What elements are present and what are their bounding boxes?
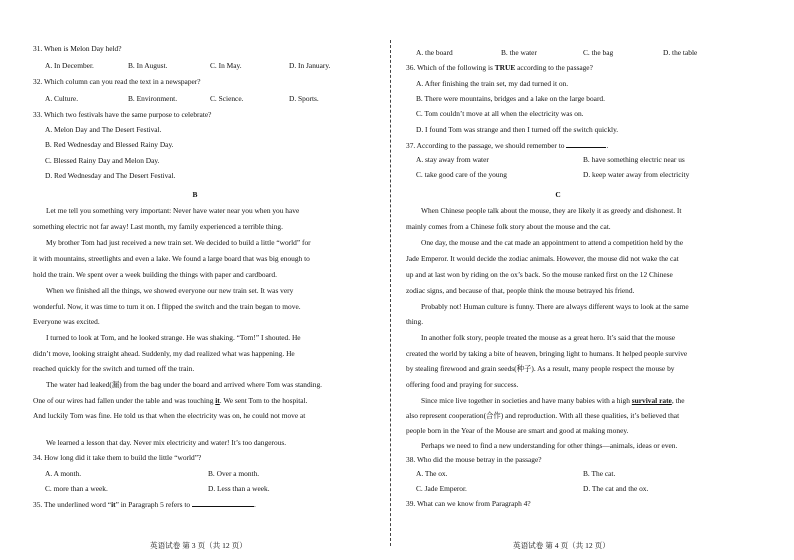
q33-option-a: A. Melon Day and The Desert Festival. — [45, 125, 162, 134]
passage-b-text: One of our wires had fallen under the table and was touching — [33, 396, 216, 405]
q38-option-a: A. The ox. — [416, 469, 448, 478]
q36-option-d: D. I found Tom was strange and then I turned off the switch quickly. — [416, 125, 619, 134]
q31-option-b: B. In August. — [128, 61, 168, 70]
page-4-footer: 英语试卷 第 4 页（共 12 页） — [513, 541, 610, 550]
q38-option-c: C. Jade Emperor. — [416, 484, 467, 493]
q34-option-c: C. more than a week. — [45, 484, 108, 493]
passage-c-text: Since mice live together in societies and have many babies with a high — [421, 396, 632, 405]
passage-b-line: My brother Tom had just received a new train set. We decided to build a little “world” for — [46, 238, 311, 247]
q36-option-b: B. There were mountains, bridges and a lake on the large board. — [416, 94, 605, 103]
passage-b-line: Everyone was excited. — [33, 317, 100, 326]
q38-option-d: D. The cat and the ox. — [583, 484, 649, 493]
section-b-label: B — [192, 190, 198, 199]
q36-stem-text: according to the passage? — [515, 63, 593, 72]
page-3 — [0, 0, 388, 560]
passage-c-line — [421, 396, 685, 406]
q35-answer-blank[interactable] — [192, 499, 254, 507]
q35-option-d: D. the table — [663, 48, 698, 57]
passage-c-line: When Chinese people talk about the mouse, they are likely it as greedy and dishonest. It — [421, 206, 682, 215]
q34-option-a: A. A month. — [45, 469, 82, 478]
q37-option-d: D. keep water away from electricity — [583, 170, 690, 179]
q32-option-b: B. Environment. — [128, 94, 178, 103]
q35-stem-text: ” in Paragraph 5 refers to — [115, 500, 191, 509]
passage-c-line: zodiac signs, and because of that, people think the mouse betrayed his friend. — [406, 286, 635, 295]
passage-b-line: We learned a lesson that day. Never mix electricity and water! It’s too dangerous. — [46, 438, 287, 447]
passage-b-line: And luckily Tom was fine. He told us that when the electricity was on, he could not move at — [33, 411, 306, 420]
q37-stem-text: 37. According to the passage, we should remember to — [406, 141, 565, 150]
q35-option-a: A. the board — [416, 48, 453, 57]
q31-stem: 31. When is Melon Day held? — [33, 44, 122, 53]
passage-c-line: One day, the mouse and the cat made an appointment to attend a competition held by the — [421, 238, 684, 247]
column-divider — [390, 40, 391, 546]
passage-c-line: also represent cooperation(合作) and reproduction. With all these qualities, it’s believed that — [406, 411, 680, 420]
passage-c-line: Perhaps we need to find a new understanding for other things—animals, ideas or even. — [421, 441, 678, 450]
passage-b-line: The water had leaked(漏) from the bag under the board and arrived where Tom was standing. — [46, 380, 322, 389]
q36-stem-bold: TRUE — [494, 63, 516, 72]
passage-b-line: didn’t move, looking straight ahead. Suddenly, my dad realized what was happening. He — [33, 349, 295, 358]
q33-stem: 33. Which two festivals have the same purpose to celebrate? — [33, 110, 212, 119]
q35-stem-text: 35. The underlined word “ — [33, 500, 112, 509]
passage-b-line: wonderful. Now, it was time to turn it on. I flipped the switch and the train began to move. — [33, 302, 301, 311]
q36-stem-text: 36. Which of the following is — [406, 63, 495, 72]
q35-stem — [33, 499, 256, 510]
section-c-label: C — [555, 190, 561, 199]
q32-option-d: D. Sports. — [289, 94, 319, 103]
passage-c-line: Probably not! Human culture is funny. There are always different ways to look at the same — [421, 302, 689, 311]
passage-b-line — [33, 396, 307, 406]
q32-option-a: A. Culture. — [45, 94, 79, 103]
q31-option-a: A. In December. — [45, 61, 94, 70]
q36-stem — [406, 63, 593, 73]
underlined-word-it: it — [215, 396, 220, 405]
passage-c-line: mainly comes from a Chinese folk story about the mouse and the cat. — [406, 222, 611, 231]
passage-c-line: by stealing firewood and grain seeds(种子). As a result, many people respect the mouse by — [406, 364, 675, 373]
passage-b-line: hold the train. We spent over a week building the things with paper and cardboard. — [33, 270, 277, 279]
passage-b-line: it with mountains, streetlights and even a lake. We found a large board that was big enough to — [33, 254, 310, 263]
q34-option-d: D. Less than a week. — [208, 484, 270, 493]
passage-b-line: reached quickly for the switch and turned off the train. — [33, 364, 195, 373]
q33-option-c: C. Blessed Rainy Day and Melon Day. — [45, 156, 160, 165]
passage-c-line: Jade Emperor. It would decide the zodiac animals. However, the mouse did not wake the cat — [406, 254, 679, 263]
q37-option-b: B. have something electric near us — [583, 155, 685, 164]
passage-c-line: people born in the Year of the Mouse are smart and good at making money. — [406, 426, 629, 435]
q32-stem: 32. Which column can you read the text in a newspaper? — [33, 77, 201, 86]
passage-b-text: . We sent Tom to the hospital. — [219, 396, 308, 405]
passage-c-line: In another folk story, people treated the mouse as a great hero. It’s said that the mouse — [421, 333, 676, 342]
passage-c-text: , the — [671, 396, 685, 405]
q37-stem-text: . — [606, 141, 609, 150]
q31-option-c: C. In May. — [210, 61, 242, 70]
q33-option-d: D. Red Wednesday and The Desert Festival. — [45, 171, 176, 180]
q33-option-b: B. Red Wednesday and Blessed Rainy Day. — [45, 140, 174, 149]
passage-b-line: Let me tell you something very important: Never have water near you when you have — [46, 206, 300, 215]
q37-option-c: C. take good care of the young — [416, 170, 507, 179]
passage-b-line: I turned to look at Tom, and he looked strange. He was shaking. “Tom!” I shouted. He — [46, 333, 301, 342]
q34-stem: 34. How long did it take them to build the little “world”? — [33, 453, 202, 462]
passage-b-line: When we finished all the things, we showed everyone our new train set. It was very — [46, 286, 294, 295]
q38-option-b: B. The cat. — [583, 469, 616, 478]
page-4 — [393, 0, 794, 560]
q36-option-c: C. Tom couldn’t move at all when the electricity was on. — [416, 109, 584, 118]
q37-option-a: A. stay away from water — [416, 155, 489, 164]
q35-option-c: C. the bag — [583, 48, 614, 57]
passage-c-line: offering food and praying for success. — [406, 380, 519, 389]
passage-c-line: created the world by taking a bite of heaven, bringing light to humans. It helped people survive — [406, 349, 688, 358]
page-3-footer: 英语试卷 第 3 页（共 12 页） — [150, 541, 247, 550]
q37-stem — [406, 140, 608, 151]
q37-answer-blank[interactable] — [566, 140, 609, 150]
q31-option-d: D. In January. — [289, 61, 331, 70]
passage-b-line: something electric not far away! Last month, my family experienced a terrible thing. — [33, 222, 283, 231]
q35-option-b: B. the water — [501, 48, 537, 57]
passage-c-line: up and at last won by riding on the ox’s back. So the mouse ranked first on the 12 Chinese — [406, 270, 673, 279]
q35-stem-word: it — [111, 500, 116, 509]
q36-option-a: A. After finishing the train set, my dad turned it on. — [416, 79, 569, 88]
q39-stem: 39. What can we know from Paragraph 4? — [406, 499, 531, 508]
q35-stem-text: . — [253, 500, 256, 509]
underlined-survival-rate: survival rate — [631, 396, 672, 405]
passage-c-line: thing. — [406, 317, 424, 326]
q34-option-b: B. Over a month. — [208, 469, 260, 478]
q32-option-c: C. Science. — [210, 94, 244, 103]
q38-stem: 38. Who did the mouse betray in the passage? — [406, 455, 542, 464]
